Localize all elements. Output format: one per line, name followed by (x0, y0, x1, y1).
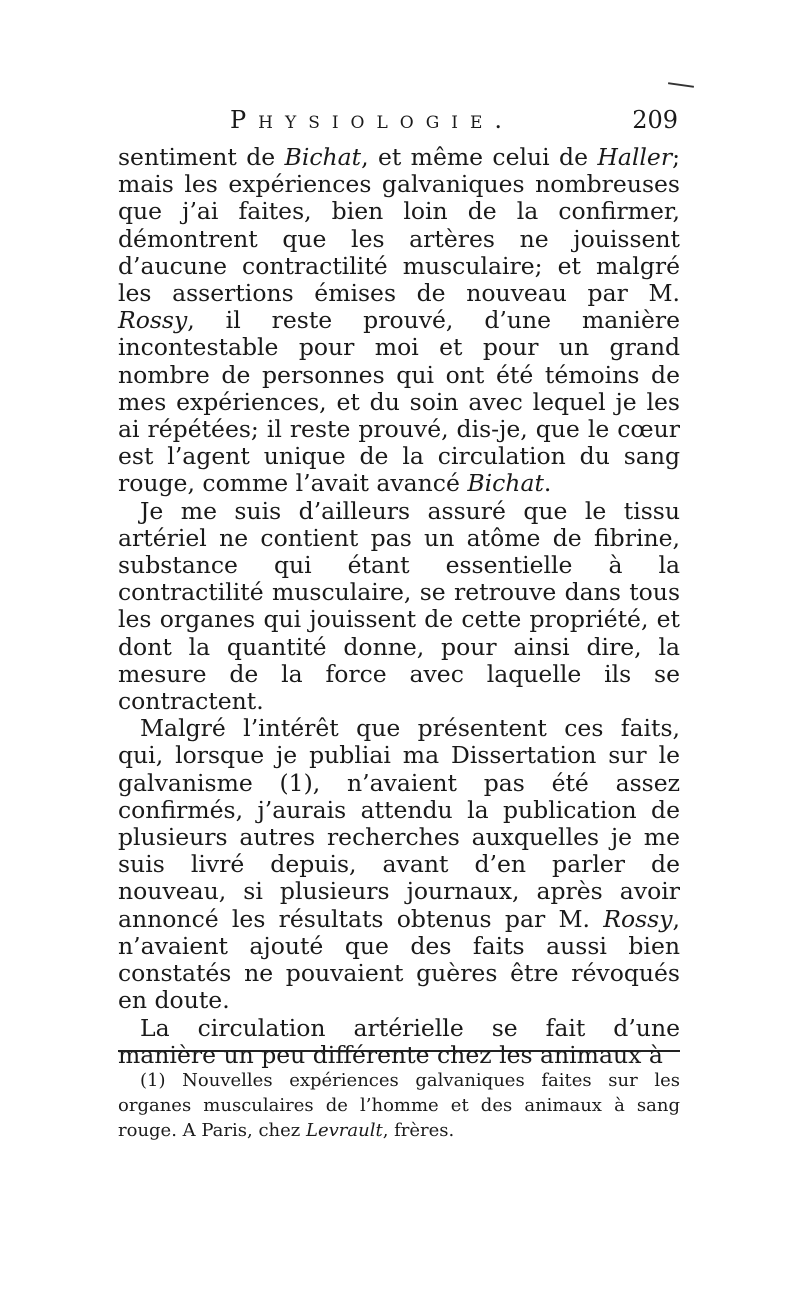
text-run: , il reste prouvé, d’une manière incontestable pour moi et pour un grand nombre de personnes qui ont été témoins de mes expériences, et du soin avec lequel je les ai répétées; il reste prouvé, dis-je, que le cœur est l’agent unique de la circulation du sang rouge, comme l’avait avancé (118, 306, 680, 498)
italic-text-run: Bichat (284, 143, 362, 171)
paragraph (118, 715, 680, 1014)
ink-mark (668, 82, 694, 88)
text-run: , frères. (382, 1120, 455, 1141)
italic-text-run: Rossy (603, 904, 673, 933)
footnote-divider (118, 1050, 680, 1052)
footnote (118, 1068, 680, 1143)
text-run: sentiment de (118, 143, 285, 171)
text-run: , n’avaient ajouté que des faits aussi bien constatés ne pouvaient guères être révoqués en doute. (118, 904, 680, 1015)
text-run: (1) Nouvelles expériences galvaniques faites sur les organes musculaires de l’homme et des animaux à sang rouge. A Paris, chez (118, 1070, 680, 1141)
page-number: 209 (632, 106, 678, 134)
italic-text-run: Haller (597, 143, 673, 171)
text-run: Je me suis d’ailleurs assuré que le tissu artériel ne contient pas un atôme de fibrine, substance qui étant essentielle à la contractilité musculaire, se retrouve dans tous les organes qui jouissent de cette propriété, et dont la quantité donne, pour ainsi dire, la mesure de la force avec laquelle ils se contractent. (118, 496, 680, 716)
italic-text-run: Bichat (467, 469, 544, 498)
text-run: La circulation artérielle se fait d’une manière un peu différente chez les animaux à (118, 1013, 680, 1069)
text-run: , et même celui de (361, 143, 598, 171)
italic-text-run: Rossy (118, 306, 188, 335)
text-run: . (543, 469, 552, 498)
footnote-text (118, 1068, 680, 1143)
running-head: Physiologie. (230, 106, 515, 134)
paragraph (118, 1015, 680, 1069)
italic-text-run: Levrault (305, 1120, 383, 1141)
text-run: Malgré l’intérêt que présentent ces faits, qui, lorsque je publiai ma Dissertation sur le galvanisme (1), n’avaient pas été assez confirmés, j’aurais attendu la publication de plusieurs autres recherches auxquelles je me suis livré depuis, avant d’en parler de nouveau, si plusieurs journaux, après avoir annoncé les résultats obtenus par M. (118, 714, 680, 933)
page-header (118, 104, 678, 144)
text-run: ; mais les expériences galvaniques nombreuses que j’ai faites, bien loin de la confirmer, démontrent que les artères ne jouissent d’aucune contractilité musculaire; et malgré les assertions émises de nouveau par M. (118, 143, 680, 308)
body-text (118, 144, 680, 1069)
paragraph (118, 144, 680, 498)
paragraph (118, 498, 680, 716)
